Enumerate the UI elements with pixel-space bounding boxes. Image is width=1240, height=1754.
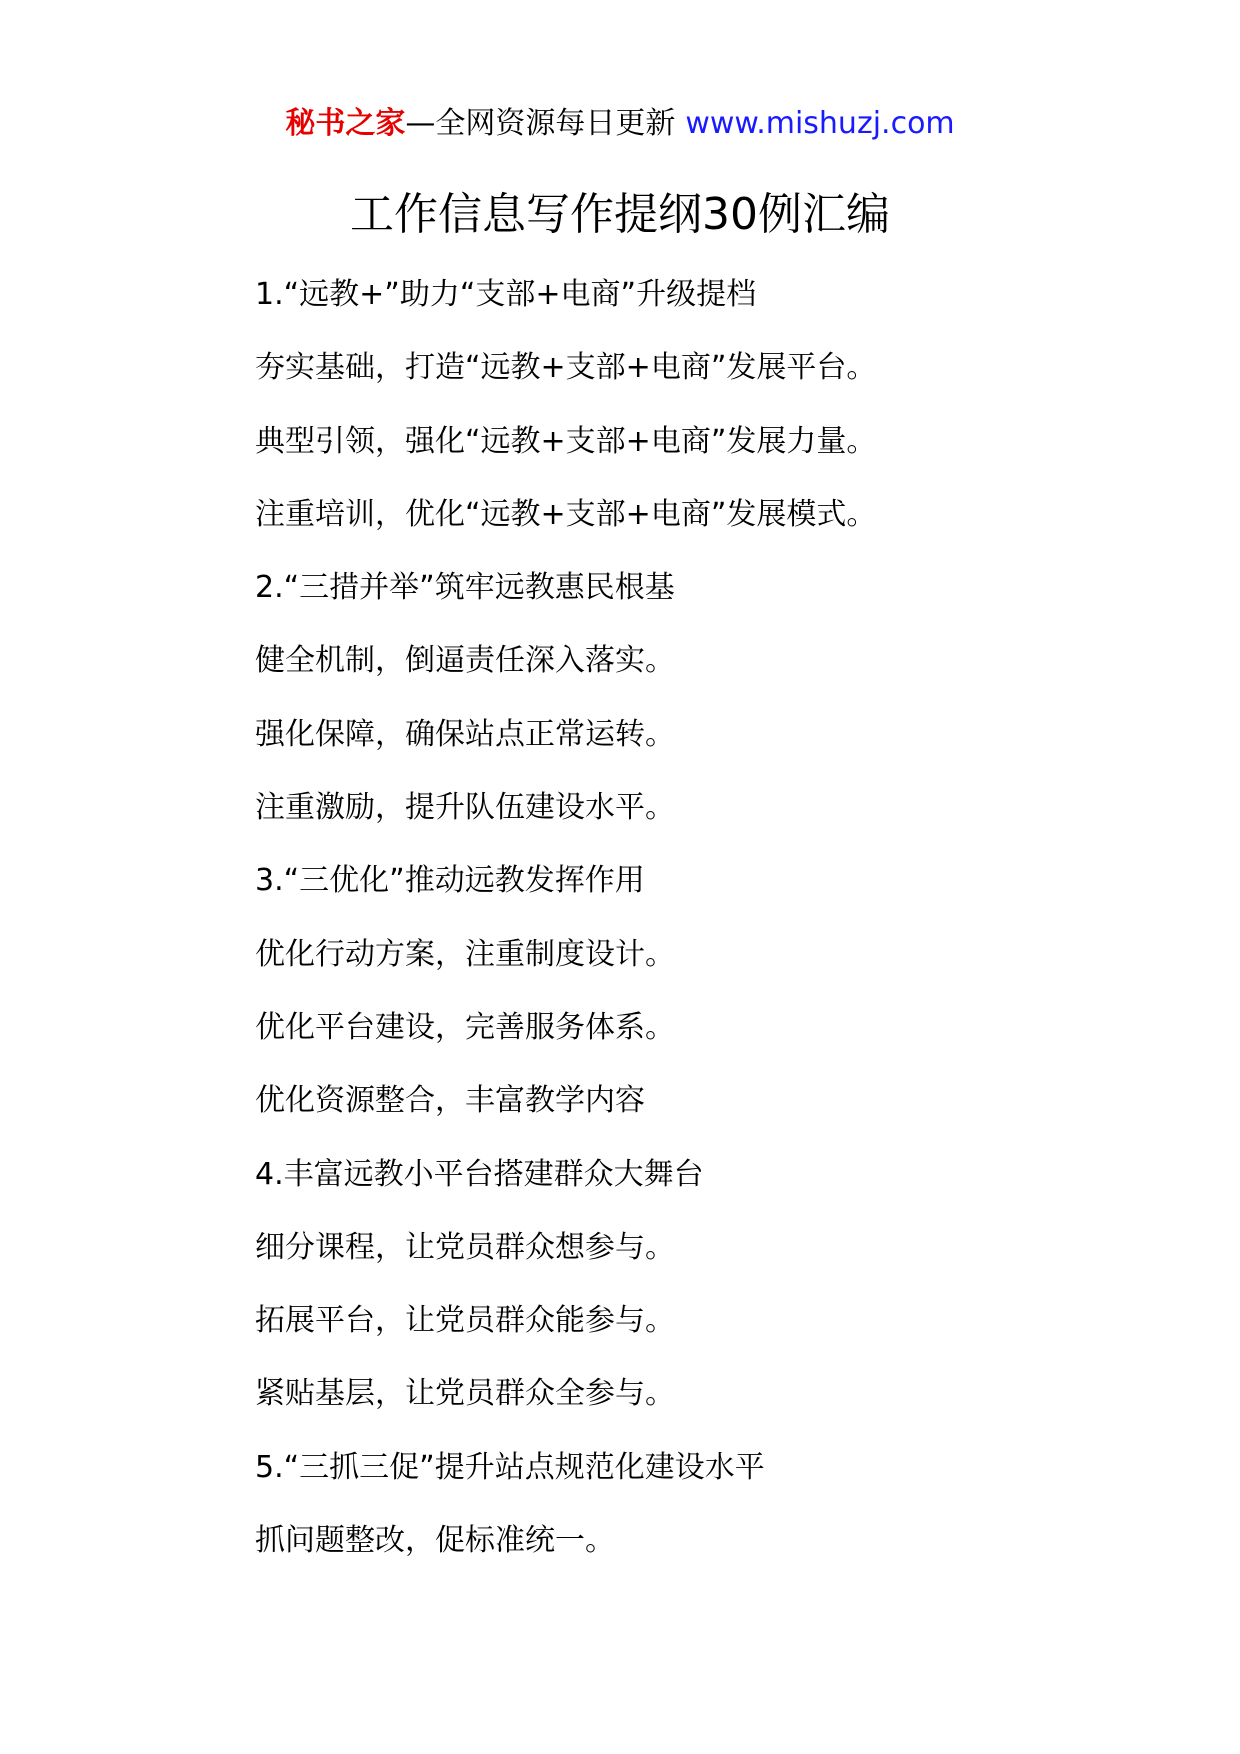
outline-heading: 3.“三优化”推动远教发挥作用 — [255, 863, 645, 899]
outline-item: 优化平台建设，完善服务体系。 — [255, 1009, 675, 1045]
outline-heading: 1.“远教+”助力“支部+电商”升级提档 — [255, 277, 757, 312]
outline-item: 细分课程，让党员群众想参与。 — [255, 1229, 675, 1265]
outline-item: 典型引领，强化“远教+支部+电商”发展力量。 — [255, 423, 877, 459]
outline-heading: 2.“三措并举”筑牢远教惠民根基 — [255, 570, 675, 606]
outline-item: 紧贴基层，让党员群众全参与。 — [255, 1376, 675, 1412]
outline-item: 注重激励，提升队伍建设水平。 — [255, 790, 675, 826]
outline-item: 抓问题整改，促标准统一。 — [255, 1523, 615, 1559]
outline-item: 优化资源整合，丰富教学内容 — [255, 1083, 645, 1119]
document-title: 工作信息写作提纲30例汇编 — [350, 189, 890, 240]
outline-item: 优化行动方案，注重制度设计。 — [255, 936, 675, 972]
site-tagline: —全网资源每日更新 — [405, 106, 676, 141]
outline-item: 夯实基础，打造“远教+支部+电商”发展平台。 — [255, 350, 877, 386]
brand-name: 秘书之家 — [285, 106, 406, 141]
outline-item: 强化保障，确保站点正常运转。 — [255, 716, 675, 752]
outline-heading: 5.“三抓三促”提升站点规范化建设水平 — [255, 1449, 765, 1485]
site-header — [0, 102, 1240, 146]
outline-item: 拓展平台，让党员群众能参与。 — [255, 1303, 675, 1339]
outline-item: 注重培训，优化“远教+支部+电商”发展模式。 — [255, 496, 877, 532]
site-url-link[interactable]: www.mishuzj.com — [685, 106, 955, 141]
outline-item: 健全机制，倒逼责任深入落实。 — [255, 643, 675, 679]
outline-list — [255, 272, 876, 1591]
outline-heading: 4.丰富远教小平台搭建群众大舞台 — [255, 1156, 704, 1192]
